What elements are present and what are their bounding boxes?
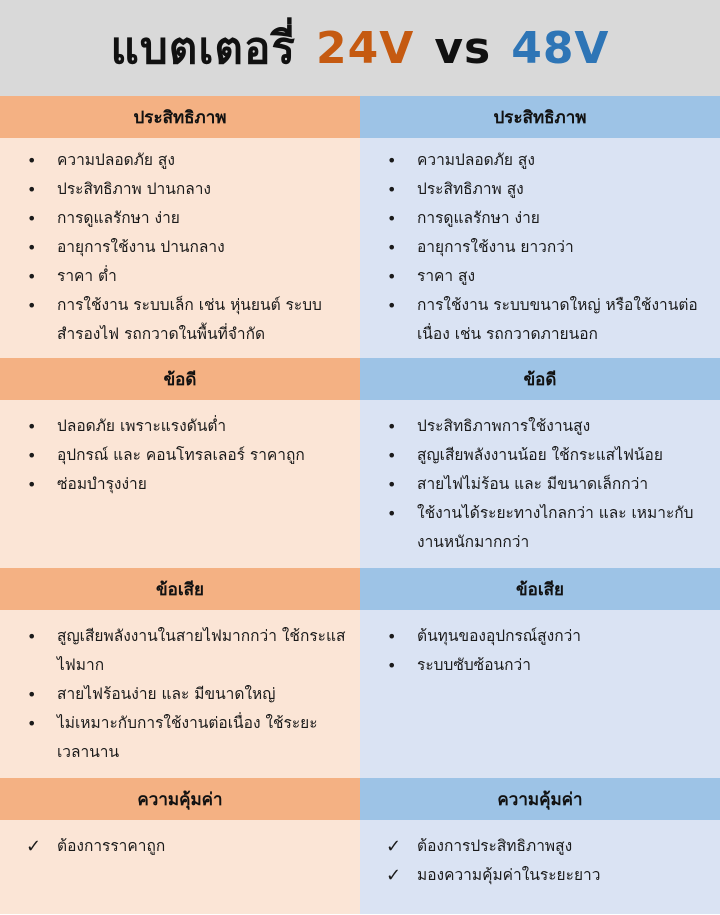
list-item-text: ความปลอดภัย สูง [57, 151, 175, 169]
section-heading: ข้อเสีย [360, 568, 720, 610]
bullet-icon: • [387, 296, 397, 315]
bullet-icon: • [387, 504, 397, 523]
section-heading: ประสิทธิภาพ [360, 96, 720, 138]
title-main: แบตเตอรี่ [110, 23, 297, 74]
list-item [24, 441, 348, 470]
list-item-text: มองความคุ้มค่าในระยะยาว [417, 866, 601, 884]
list-item [384, 204, 708, 233]
list-item-text: ใช้งานได้ระยะทางไกลกว่า และ เหมาะกับงานหนักมากกว่า [417, 504, 694, 551]
list-item-text: ราคา สูง [417, 267, 476, 285]
list-item [24, 262, 348, 291]
bullet-icon: • [27, 475, 37, 494]
title-48v: 48V [511, 22, 610, 74]
list-item [384, 622, 708, 651]
title-24v: 24V [316, 22, 415, 74]
checkmark-icon: ✓ [26, 836, 42, 857]
bullet-icon: • [387, 446, 397, 465]
list-item [24, 175, 348, 204]
section-value-24v [0, 778, 360, 914]
section-pros-24v [0, 358, 360, 568]
section-heading: ความคุ้มค่า [0, 778, 360, 820]
list-item-text: ปลอดภัย เพราะแรงดันต่ำ [57, 417, 227, 435]
section-performance-24v [0, 96, 360, 358]
list-item-text: ต้นทุนของอุปกรณ์สูงกว่า [417, 627, 582, 645]
section-cons-24v [0, 568, 360, 778]
bullet-list [24, 412, 348, 499]
section-cons-48v [360, 568, 720, 778]
list-item [384, 861, 708, 890]
list-item [24, 470, 348, 499]
bullet-list [24, 622, 348, 767]
list-item-text: ไม่เหมาะกับการใช้งานต่อเนื่อง ใช้ระยะเวลานาน [57, 714, 318, 761]
list-item [384, 412, 708, 441]
list-item-text: ต้องการประสิทธิภาพสูง [417, 837, 573, 855]
bullet-icon: • [387, 180, 397, 199]
comparison-table [0, 96, 720, 914]
list-item-text: ความปลอดภัย สูง [417, 151, 535, 169]
list-item [384, 291, 708, 349]
list-item [24, 146, 348, 175]
list-item-text: สูญเสียพลังงานในสายไฟมากกว่า ใช้กระแสไฟมาก [57, 627, 346, 674]
list-item [384, 175, 708, 204]
list-item [24, 832, 348, 861]
checkmark-icon: ✓ [386, 836, 402, 857]
bullet-icon: • [27, 267, 37, 286]
bullet-list [24, 146, 348, 349]
section-heading: ข้อดี [360, 358, 720, 400]
list-item-text: สูญเสียพลังงานน้อย ใช้กระแสไฟน้อย [417, 446, 663, 464]
section-performance-48v [360, 96, 720, 358]
bullet-list [384, 622, 708, 680]
list-item-text: ซ่อมบำรุงง่าย [57, 475, 147, 493]
bullet-icon: • [387, 656, 397, 675]
bullet-icon: • [27, 627, 37, 646]
list-item-text: สายไฟไม่ร้อน และ มีขนาดเล็กกว่า [417, 475, 649, 493]
list-item [24, 204, 348, 233]
column-24v [0, 96, 360, 914]
list-item [384, 499, 708, 557]
list-item-text: อายุการใช้งาน ยาวกว่า [417, 238, 574, 256]
bullet-icon: • [387, 151, 397, 170]
bullet-list [384, 146, 708, 349]
bullet-icon: • [27, 296, 37, 315]
bullet-icon: • [387, 417, 397, 436]
bullet-list [384, 832, 708, 890]
bullet-icon: • [27, 180, 37, 199]
bullet-icon: • [387, 475, 397, 494]
bullet-icon: • [27, 685, 37, 704]
list-item-text: ต้องการราคาถูก [57, 837, 166, 855]
section-heading: ความคุ้มค่า [360, 778, 720, 820]
list-item [24, 412, 348, 441]
list-item [24, 680, 348, 709]
list-item [384, 262, 708, 291]
bullet-icon: • [27, 209, 37, 228]
bullet-icon: • [27, 417, 37, 436]
list-item [24, 291, 348, 349]
list-item-text: ประสิทธิภาพ สูง [417, 180, 524, 198]
list-item-text: การใช้งาน ระบบขนาดใหญ่ หรือใช้งานต่อเนื่อง เช่น รถกวาดภายนอก [417, 296, 698, 343]
list-item [384, 441, 708, 470]
list-item-text: อุปกรณ์ และ คอนโทรลเลอร์ ราคาถูก [57, 446, 305, 464]
list-item-text: การดูแลรักษา ง่าย [417, 209, 540, 227]
bullet-icon: • [387, 209, 397, 228]
bullet-icon: • [387, 238, 397, 257]
list-item-text: การใช้งาน ระบบเล็ก เช่น หุ่นยนต์ ระบบสำรองไฟ รถกวาดในพื้นที่จำกัด [57, 296, 322, 343]
section-heading: ข้อดี [0, 358, 360, 400]
list-item [384, 146, 708, 175]
title-vs: vs [434, 22, 492, 74]
bullet-list [384, 412, 708, 557]
page-title [0, 0, 720, 96]
bullet-icon: • [27, 238, 37, 257]
checkmark-icon: ✓ [386, 865, 402, 886]
list-item [24, 622, 348, 680]
list-item [384, 832, 708, 861]
bullet-icon: • [27, 151, 37, 170]
bullet-icon: • [27, 446, 37, 465]
list-item-text: อายุการใช้งาน ปานกลาง [57, 238, 225, 256]
section-heading: ประสิทธิภาพ [0, 96, 360, 138]
bullet-icon: • [387, 627, 397, 646]
list-item-text: ประสิทธิภาพการใช้งานสูง [417, 417, 591, 435]
list-item [24, 233, 348, 262]
section-value-48v [360, 778, 720, 914]
section-pros-48v [360, 358, 720, 568]
list-item-text: การดูแลรักษา ง่าย [57, 209, 180, 227]
bullet-list [24, 832, 348, 861]
section-heading: ข้อเสีย [0, 568, 360, 610]
list-item [384, 651, 708, 680]
bullet-icon: • [27, 714, 37, 733]
bullet-icon: • [387, 267, 397, 286]
list-item [24, 709, 348, 767]
column-48v [360, 96, 720, 914]
list-item-text: สายไฟร้อนง่าย และ มีขนาดใหญ่ [57, 685, 276, 703]
list-item [384, 470, 708, 499]
list-item-text: ระบบซับซ้อนกว่า [417, 656, 531, 674]
list-item-text: ราคา ต่ำ [57, 267, 117, 285]
list-item [384, 233, 708, 262]
list-item-text: ประสิทธิภาพ ปานกลาง [57, 180, 211, 198]
